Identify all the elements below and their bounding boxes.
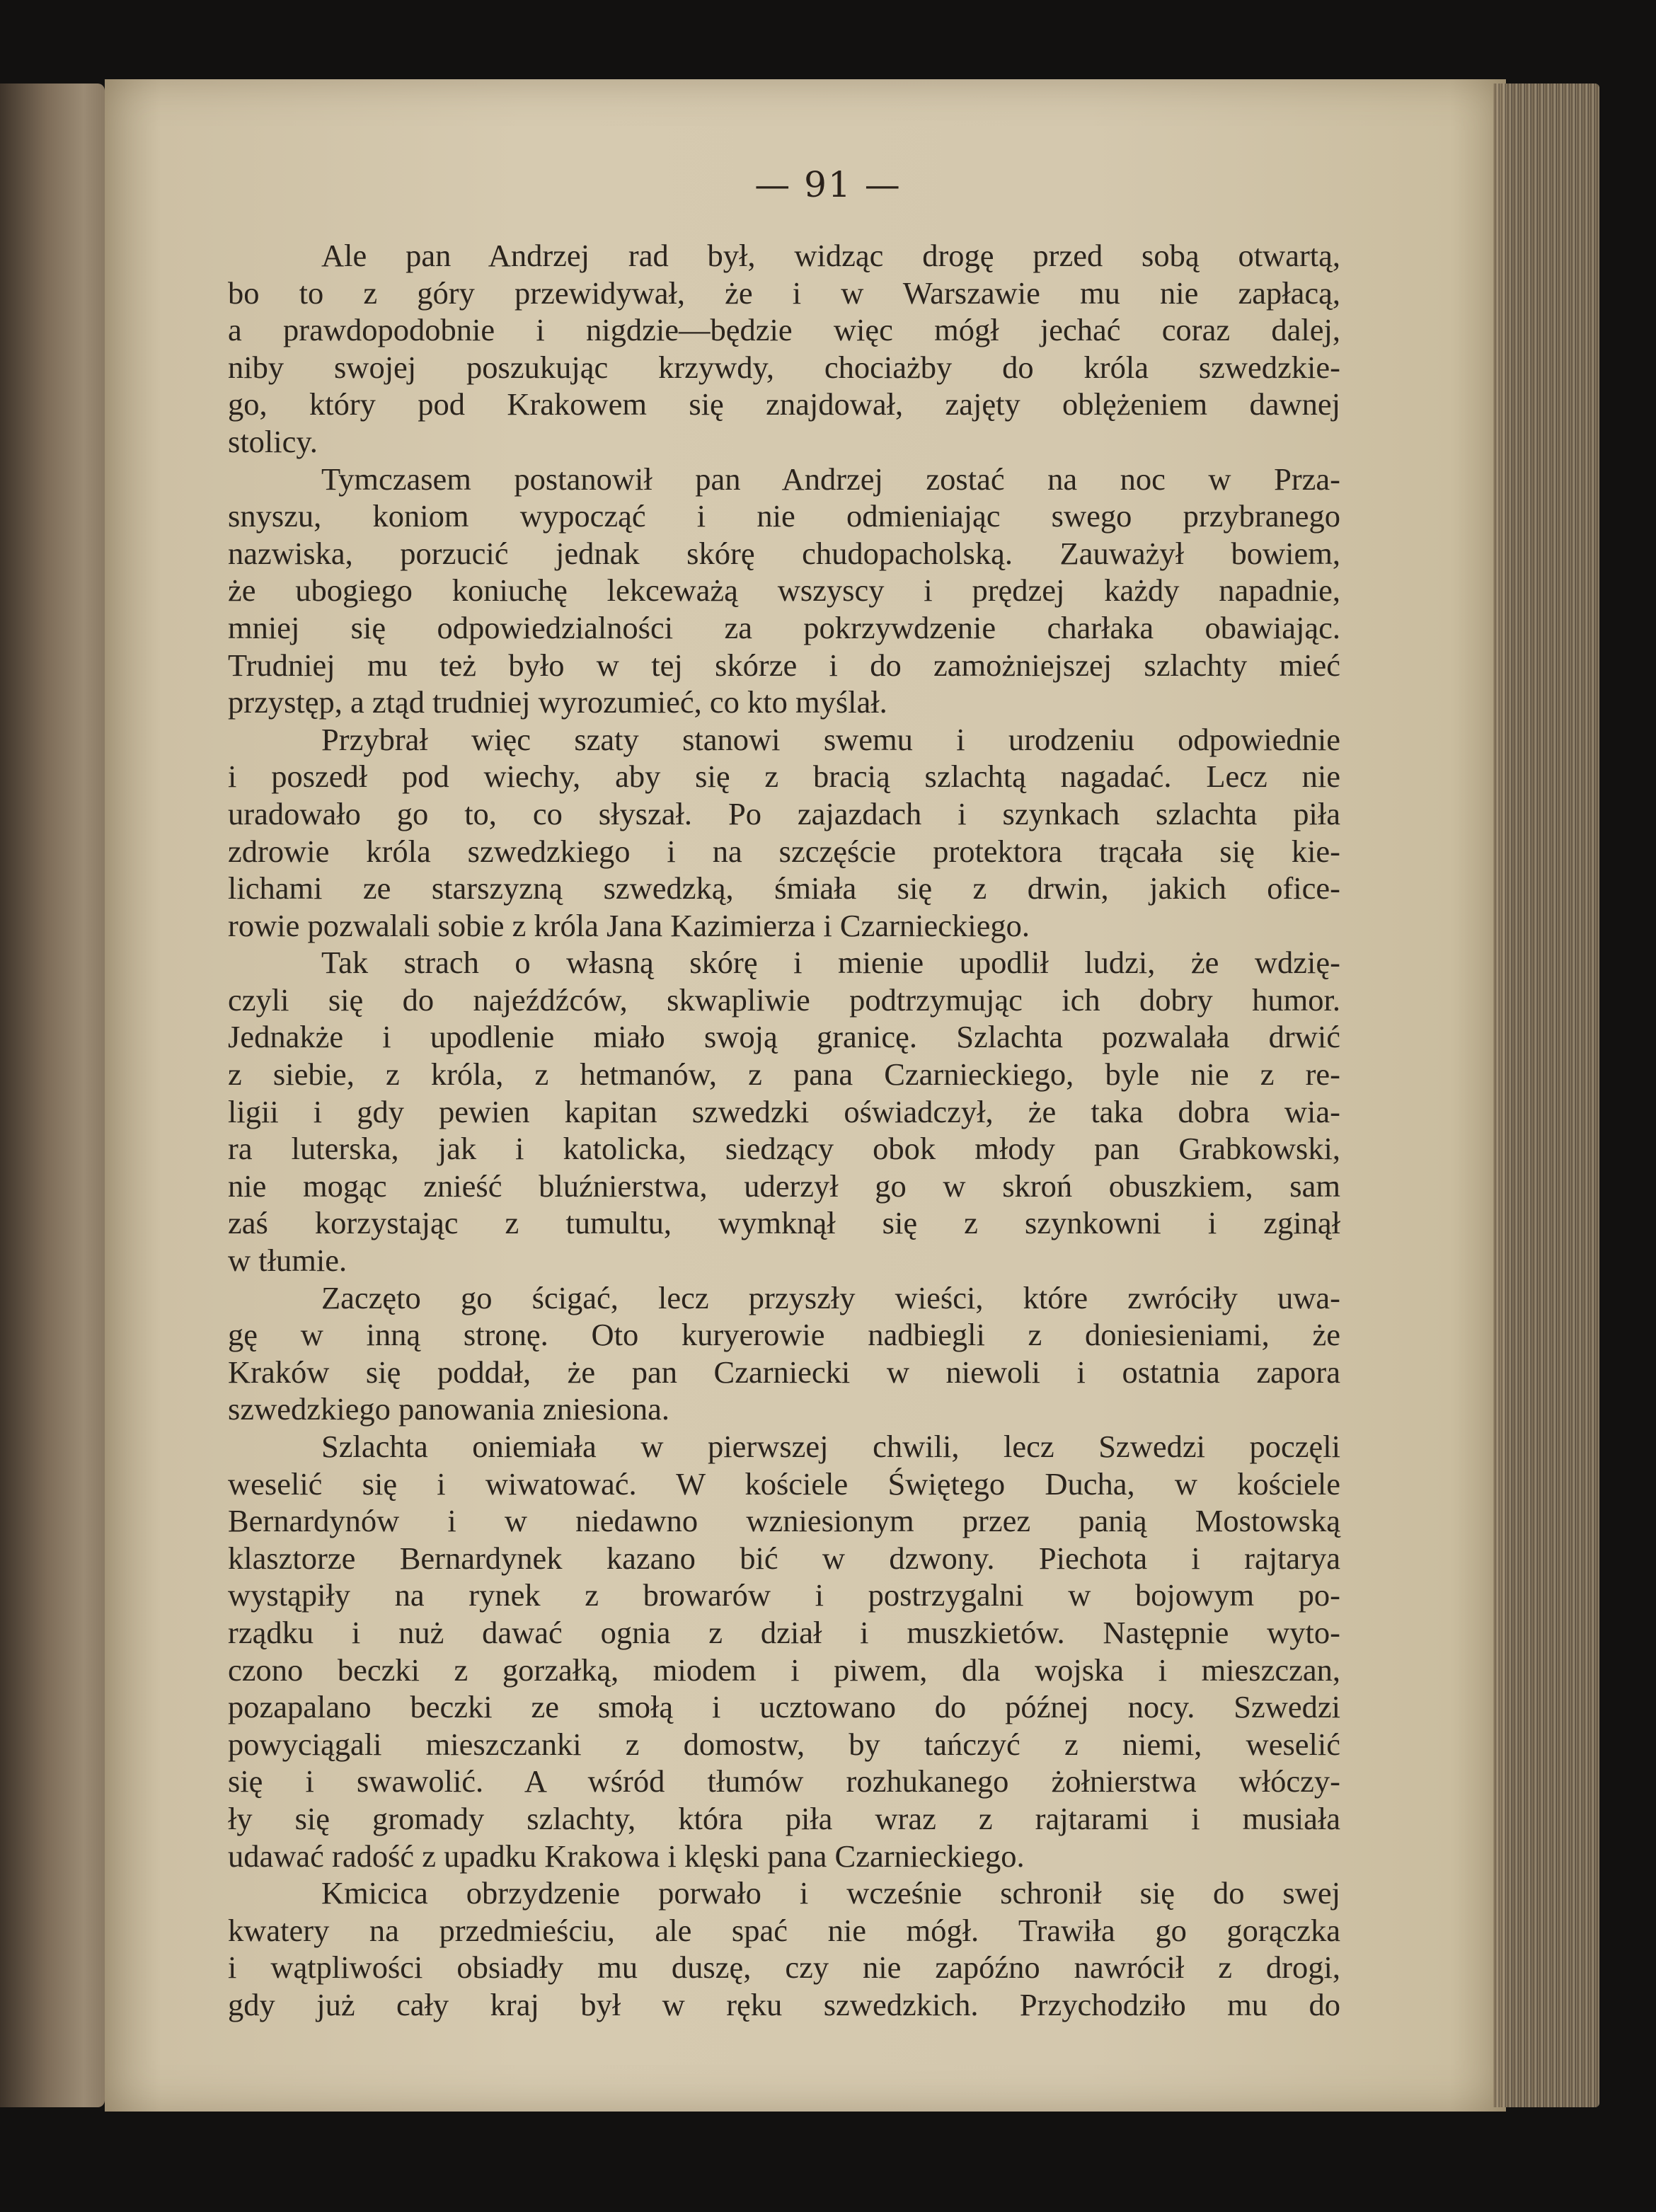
text-line: udawać radość z upadku Krakowa i klęski pana Czarnieckiego. xyxy=(228,1838,1025,1874)
text-line: Zaczęto go ścigać, lecz przyszły wieści, które zwróciły uwa- xyxy=(321,1279,1340,1315)
text-line: rządku i nuż dawać ognia z dział i muszkietów. Następnie wyto- xyxy=(228,1614,1340,1650)
page-stack-edge xyxy=(1493,83,1599,2107)
text-line: i wątpliwości obsiadły mu duszę, czy nie zapóźno nawrócił z drogi, xyxy=(228,1949,1340,1986)
text-line: zaś korzystając z tumultu, wymknął się z szynkowni i zginął xyxy=(228,1205,1340,1241)
text-line: przystęp, a ztąd trudniej wyrozumieć, co kto myślał. xyxy=(228,684,887,720)
text-line: ra luterska, jak i katolicka, siedzący obok młody pan Grabkowski, xyxy=(228,1131,1340,1167)
text-line: klasztorze Bernardynek kazano bić w dzwony. Piechota i rajtarya xyxy=(228,1540,1340,1576)
text-line: lichami ze starszyzną szwedzką, śmiała się z drwin, jakich oficе- xyxy=(228,870,1340,906)
text-line: czyli się do najeźdźców, skwapliwie podtrzymując ich dobry humor. xyxy=(228,981,1340,1018)
text-line: ligii i gdy pewien kapitan szwedzki oświadczył, że taka dobra wia- xyxy=(228,1093,1340,1129)
text-line: Przybrał więc szaty stanowi swemu i urodzeniu odpowiednie xyxy=(321,721,1340,757)
text-line: gę w inną stronę. Oto kuryerowie nadbiegli z doniesieniami, że xyxy=(228,1317,1340,1353)
text-line: Kmicica obrzydzenie porwało i wcześnie schronił się do swej xyxy=(321,1875,1340,1911)
text-line: uradowało go to, co słyszał. Po zajazdach i szynkach szlachta piła xyxy=(228,795,1340,831)
text-line: Trudniej mu też było w tej skórze i do zamożniejszej szlachty mieć xyxy=(228,647,1340,683)
text-line: Tymczasem postanowił pan Andrzej zostać na noc w Prza- xyxy=(321,461,1340,497)
text-line: a prawdopodobnie i nigdzie—będzie więc mógł jechać coraz dalej, xyxy=(228,312,1340,348)
text-line: Szlachta oniemiała w pierwszej chwili, lecz Szwedzi poczęli xyxy=(321,1429,1340,1464)
text-line: z siebie, z króla, z hetmanów, z pana Czarnieckiego, byle nie z re- xyxy=(228,1056,1340,1093)
text-line: że ubogiego koniuchę lekceważą wszyscy i prędzej każdy napadnie, xyxy=(228,572,1340,609)
text-line: wystąpiły na rynek z browarów i postrzygalni w bojowym po- xyxy=(228,1577,1340,1613)
text-line: nie mogąc znieść bluźnierstwa, uderzył go w skroń obuszkiem, sam xyxy=(228,1168,1340,1204)
text-line: i poszedł pod wiechy, aby się z bracią szlachtą nagadać. Lecz nie xyxy=(228,759,1340,795)
text-line: snyszu, koniom wypocząć i nie odmieniając swego przybranego xyxy=(228,498,1340,534)
text-line: szwedzkiego panowania zniesiona. xyxy=(228,1391,669,1427)
text-line: powyciągali mieszczanki z domostw, by tańczyć z niemi, weselić xyxy=(228,1726,1340,1762)
body-text xyxy=(228,237,1340,2024)
text-line: nazwiska, porzucić jednak skórę chudopacholską. Zauważył bowiem, xyxy=(228,535,1340,571)
text-line: weselić się i wiwatować. W kościele Świętego Ducha, w kościele xyxy=(228,1465,1340,1502)
text-line: bo to z góry przewidywał, że i w Warszawie mu nie zapłacą, xyxy=(228,275,1340,311)
text-line: kwatery na przedmieściu, ale spać nie mógł. Trawiła go gorączka xyxy=(228,1912,1340,1948)
text-line: mniej się odpowiedzialności za pokrzywdzenie charłaka obawiając. xyxy=(228,609,1340,645)
text-line: Kraków się poddał, że pan Czarniecki w niewoli i ostatnia zapora xyxy=(228,1354,1340,1390)
text-line: rowie pozwalali sobie z króla Jana Kazimierza i Czarnieckiego. xyxy=(228,907,1030,943)
text-line: ły się gromady szlachty, która piła wraz z rajtarami i musiała xyxy=(228,1800,1340,1836)
text-line: Tak strach o własną skórę i mienie upodlił ludzi, że wdzię- xyxy=(321,945,1340,981)
previous-page-edge xyxy=(0,83,105,2107)
text-line: Ale pan Andrzej rad był, widząc drogę przed sobą otwartą, xyxy=(321,238,1340,273)
text-line: się i swawolić. A wśród tłumów rozhukanego żołnierstwa włóczy- xyxy=(228,1763,1340,1799)
text-line: w tłumie. xyxy=(228,1243,347,1279)
page-number: — 91 — xyxy=(754,164,902,205)
text-line: zdrowie króla szwedzkiego i na szczęście protektora trącała się kie- xyxy=(228,833,1340,869)
text-line: gdy już cały kraj był w ręku szwedzkich. Przychodziło mu do xyxy=(228,1986,1340,2022)
text-line: niby swojej poszukując krzywdy, chociażby do króla szwedzkie- xyxy=(228,349,1340,385)
text-line: stolicy. xyxy=(228,423,318,459)
text-line: czono beczki z gorzałką, miodem i piwem, dla wojska i mieszczan, xyxy=(228,1652,1340,1688)
text-line: pozapalano beczki ze smołą i ucztowano do późnej nocy. Szwedzi xyxy=(228,1689,1340,1725)
text-line: Jednakże i upodlenie miało swoją granicę. Szlachta pozwalała drwić xyxy=(228,1019,1340,1055)
text-line: go, który pod Krakowem się znajdował, zajęty oblężeniem dawnej xyxy=(228,386,1340,422)
text-line: Bernardynów i w niedawno wzniesionym przez panią Mostowską xyxy=(228,1503,1340,1539)
